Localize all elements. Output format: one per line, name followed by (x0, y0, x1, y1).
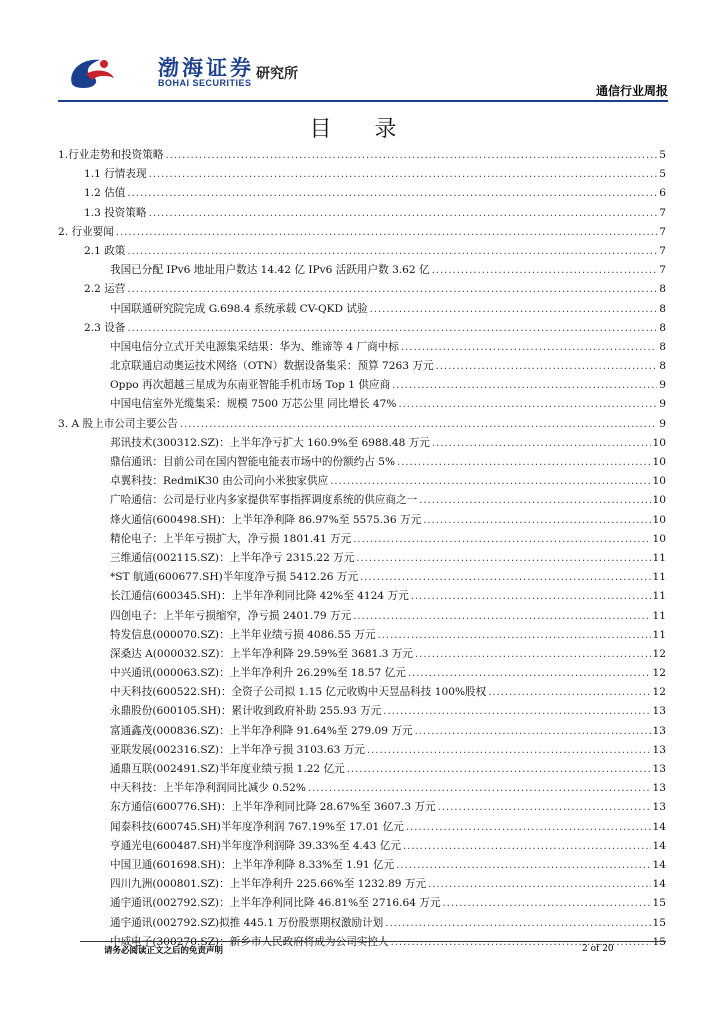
toc-entry[interactable] (58, 185, 666, 204)
toc-entry-title: 2.1 政策 (84, 244, 126, 257)
logo-chinese-name: 渤海证券 (158, 56, 254, 80)
toc-entry-page: 13 (652, 801, 666, 814)
toc-entry-title: 中国电信分立式开关电源集采结果：华为、维谛等 4 厂商中标 (110, 340, 399, 353)
toc-entry[interactable] (58, 339, 666, 358)
toc-entry[interactable] (58, 435, 666, 454)
toc-leader-dots (438, 802, 651, 813)
toc-entry-title: 烽火通信(600498.SH)：上半年净利降 86.97%至 5575.36 万元 (110, 513, 422, 526)
toc-entry-page: 10 (652, 494, 666, 507)
toc-leader-dots (423, 515, 650, 526)
toc-entry[interactable] (58, 838, 666, 857)
toc-entry[interactable] (58, 684, 666, 703)
toc-entry-title: 长江通信(600345.SH)：上半年净利同比降 42%至 4124 万元 (110, 590, 409, 603)
toc-leader-dots (419, 495, 650, 506)
toc-leader-dots (127, 284, 657, 295)
toc-entry-title: 中天科技(600522.SH)：全资子公司拟 1.15 亿元收购中天昱品科技 100%股权 (110, 686, 487, 699)
toc-entry-page: 12 (652, 667, 666, 680)
toc-leader-dots (392, 380, 657, 391)
toc-entry[interactable] (58, 742, 666, 761)
toc-leader-dots (330, 476, 650, 487)
toc-leader-dots (308, 783, 651, 794)
toc-leader-dots (149, 169, 658, 180)
toc-entry[interactable] (58, 819, 666, 838)
toc-entry[interactable] (58, 627, 666, 646)
toc-entry[interactable] (58, 358, 666, 377)
toc-entry[interactable] (58, 895, 666, 914)
toc-entry-title: 精伦电子：上半年亏损扩大，净亏损 1801.41 万元 (110, 532, 352, 545)
toc-entry[interactable] (58, 166, 666, 185)
toc-entry-title: 卓翼科技：RedmiK30 由公司向小米独家供应 (110, 475, 329, 488)
toc-leader-dots (180, 419, 657, 430)
toc-entry[interactable] (58, 243, 666, 262)
toc-leader-dots (396, 860, 650, 871)
toc-entry-title: 通鼎互联(002491.SZ)半年度业绩亏损 1.22 亿元 (110, 763, 345, 775)
toc-entry-page: 10 (652, 456, 666, 468)
toc-entry-page: 8 (659, 283, 666, 296)
institute-label: 研究所 (256, 66, 298, 82)
toc-entry-title: 中国卫通(601698.SH)：上半年净利降 8.33%至 1.91 亿元 (110, 858, 395, 871)
toc-entry-title: 四川九洲(000801.SZ)：上半年净利升 225.66%至 1232.89 万元 (110, 878, 427, 891)
toc-entry[interactable] (58, 588, 666, 607)
toc-leader-dots (415, 649, 651, 660)
toc-entry-page: 14 (652, 878, 666, 891)
toc-entry[interactable] (58, 281, 666, 300)
toc-leader-dots (127, 246, 657, 257)
toc-entry-page: 11 (652, 590, 666, 603)
toc-entry-title: Oppo 再次超越三星成为东南亚智能手机市场 Top 1 供应商 (110, 379, 391, 392)
toc-entry[interactable] (58, 147, 666, 166)
toc-entry-page: 13 (652, 782, 666, 795)
toc-entry-page: 6 (659, 187, 666, 200)
toc-entry-title: 1.2 估值 (84, 187, 126, 200)
toc-entry-title: 中天科技：上半年净利润同比减少 0.52% (110, 782, 306, 795)
toc-entry-title: 中国联通研究院完成 G.698.4 系统承载 CV-QKD 试验 (110, 302, 368, 315)
toc-leader-dots (127, 188, 657, 199)
toc-entry-title: 特发信息(000070.SZ)：上半年业绩亏损 4086.55 万元 (110, 628, 376, 641)
toc-entry[interactable] (58, 703, 666, 722)
toc-leader-dots (149, 208, 658, 219)
toc-entry-title: 广哈通信：公司是行业内多家提供军事指挥调度系统的供应商之一 (110, 494, 418, 507)
toc-entry-title: 2.2 运营 (84, 283, 126, 296)
toc-leader-dots (356, 553, 650, 564)
toc-entry-title: 邦讯技术(300312.SZ)：上半年净亏扩大 160.9%至 6988.48 万元 (110, 436, 430, 449)
toc-entry-page: 7 (659, 244, 666, 257)
toc-entry-page: 14 (652, 839, 666, 852)
toc-entry-title: 2.3 设备 (84, 321, 126, 334)
toc-entry-title: 四创电子：上半年亏损缩窄，净亏损 2401.79 万元 (110, 609, 352, 622)
toc-leader-dots (397, 457, 651, 468)
toc-entry-page: 8 (659, 360, 666, 373)
toc-entry[interactable] (58, 550, 666, 569)
toc-title: 目 录 (309, 117, 415, 142)
toc-entry-title: 三维通信(002115.SZ)：上半年净亏 2315.22 万元 (110, 551, 355, 564)
toc-entry-title: 我国已分配 IPv6 地址用户数达 14.42 亿 IPv6 活跃用户数 3.62 亿 (110, 264, 430, 277)
page-header (58, 38, 668, 100)
toc-leader-dots (408, 668, 651, 679)
toc-entry-title: 闻泰科技(600745.SH)半年度净利润 767.19%至 17.01 亿元 (110, 820, 404, 833)
toc-leader-dots (347, 764, 651, 775)
toc-entry[interactable] (58, 377, 666, 396)
toc-entry-page: 10 (652, 475, 666, 488)
toc-entry-page: 5 (659, 168, 666, 181)
toc-leader-dots (428, 879, 650, 890)
toc-entry[interactable] (58, 723, 666, 742)
toc-leader-dots (385, 918, 650, 929)
toc-entry-page: 9 (659, 398, 666, 411)
toc-entry[interactable] (58, 454, 666, 473)
report-type: 通信行业周报 (595, 84, 668, 98)
toc-leader-dots (378, 630, 651, 641)
toc-leader-dots (432, 438, 651, 449)
toc-leader-dots (411, 591, 651, 602)
toc-entry-title: 2. 行业要闻 (58, 225, 114, 238)
toc-entry-page: 13 (652, 763, 666, 775)
toc-entry-page: 11 (652, 571, 666, 584)
toc-entry-page: 8 (659, 340, 666, 353)
table-of-contents (58, 147, 666, 953)
toc-leader-dots (370, 304, 658, 315)
toc-entry-title: 通宇通讯(002792.SZ)拟推 445.1 万份股票期权激励计划 (110, 916, 384, 929)
toc-entry-page: 13 (652, 743, 666, 756)
toc-entry-title: 亚联发展(002316.SZ)：上半年净亏损 3103.63 万元 (110, 743, 365, 756)
toc-entry[interactable] (58, 416, 666, 435)
header-divider (58, 100, 668, 102)
toc-entry[interactable] (58, 646, 666, 665)
toc-entry[interactable] (58, 262, 666, 281)
toc-entry[interactable] (58, 761, 666, 780)
toc-entry[interactable] (58, 915, 666, 934)
toc-entry-page: 12 (652, 647, 666, 660)
toc-entry[interactable] (58, 799, 666, 818)
toc-entry[interactable] (58, 224, 666, 243)
toc-entry-title: 1.行业走势和投资策略 (58, 149, 164, 161)
toc-entry-title: 1.3 投资策略 (84, 206, 147, 219)
toc-entry[interactable] (58, 396, 666, 415)
toc-entry-title: 亨通光电(600487.SH)半年度净利润降 39.33%至 4.43 亿元 (110, 839, 401, 852)
toc-entry-page: 11 (652, 628, 666, 641)
toc-leader-dots (353, 611, 650, 622)
toc-entry-page: 15 (652, 897, 666, 910)
toc-entry-title: 北京联通启动奥运技术网络（OTN）数据设备集采：预算 7263 万元 (110, 360, 434, 373)
footer-divider (80, 941, 666, 942)
toc-entry[interactable] (58, 473, 666, 492)
toc-entry[interactable] (58, 492, 666, 511)
footer-disclaimer: 请务必阅读正文之后的免责声明 (104, 946, 224, 956)
toc-leader-dots (360, 572, 650, 583)
toc-entry[interactable] (58, 301, 666, 320)
toc-leader-dots (353, 534, 650, 545)
toc-entry-title: 东方通信(600776.SH)：上半年净利同比降 28.67%至 3607.3 万元 (110, 801, 436, 814)
toc-entry-page: 11 (652, 551, 666, 564)
toc-entry-title: 永鼎股份(600105.SH)：累计收到政府补助 255.93 万元 (110, 705, 382, 718)
toc-entry-page: 14 (652, 858, 666, 871)
toc-entry-title: 1.1 行情表现 (84, 168, 147, 181)
toc-entry-page: 9 (659, 417, 666, 430)
toc-entry-page: 7 (659, 206, 666, 219)
toc-entry-title: 通宇通讯(002792.SZ)：上半年净利同比降 46.81%至 2716.64 万元 (110, 897, 441, 910)
toc-leader-dots (415, 726, 651, 737)
toc-leader-dots (367, 745, 651, 756)
toc-entry[interactable] (58, 608, 666, 627)
toc-entry-title: *ST 航通(600677.SH)半年度净亏损 5412.26 万元 (110, 571, 359, 584)
toc-entry-title: 中兴通讯(000063.SZ)：上半年净利升 26.29%至 18.57 亿元 (110, 667, 406, 680)
toc-leader-dots (443, 898, 651, 909)
toc-entry[interactable] (58, 531, 666, 550)
toc-entry-page: 10 (652, 513, 666, 526)
toc-entry[interactable] (58, 569, 666, 588)
toc-entry-page: 5 (659, 149, 666, 161)
toc-entry-page: 11 (652, 609, 666, 622)
toc-leader-dots (432, 265, 658, 276)
toc-entry-title: 中国电信室外光缆集采：规模 7500 万芯公里 同比增长 47% (110, 398, 397, 411)
toc-entry-page: 13 (652, 724, 666, 737)
toc-entry-page: 9 (659, 379, 666, 392)
toc-leader-dots (401, 342, 657, 353)
toc-leader-dots (406, 822, 651, 833)
logo-english-name: BOHAI SECURITIES (158, 78, 252, 88)
toc-entry[interactable] (58, 320, 666, 339)
toc-entry[interactable] (58, 205, 666, 224)
toc-entry[interactable] (58, 780, 666, 799)
toc-leader-dots (383, 706, 650, 717)
toc-leader-dots (127, 323, 657, 334)
toc-entry-title: 深桑达 A(000032.SZ)：上半年净利降 29.59%至 3681.3 万元 (110, 647, 413, 660)
toc-entry-page: 8 (659, 302, 666, 315)
toc-entry-page: 7 (659, 264, 666, 277)
toc-entry-page: 13 (652, 705, 666, 718)
toc-entry-page: 10 (652, 436, 666, 449)
toc-entry-page: 7 (659, 225, 666, 238)
toc-entry-page: 15 (652, 916, 666, 929)
toc-entry-title: 富通鑫茂(000836.SZ)：上半年净利降 91.64%至 279.09 万元 (110, 724, 413, 737)
toc-entry-page: 14 (652, 820, 666, 833)
toc-entry-title: 3. A 股上市公司主要公告 (58, 417, 178, 430)
toc-leader-dots (436, 361, 658, 372)
toc-leader-dots (398, 399, 657, 410)
toc-entry[interactable] (58, 665, 666, 684)
toc-entry[interactable] (58, 512, 666, 531)
toc-entry[interactable] (58, 876, 666, 895)
toc-entry-page: 8 (659, 321, 666, 334)
toc-entry-page: 12 (652, 686, 666, 699)
toc-entry-page: 10 (652, 532, 666, 545)
toc-entry-title: 鼎信通讯：目前公司在国内智能电能表市场中的份额约占 5% (110, 456, 396, 468)
toc-leader-dots (116, 227, 657, 238)
bohai-logo-icon (66, 54, 118, 90)
toc-entry[interactable] (58, 857, 666, 876)
toc-leader-dots (403, 841, 651, 852)
toc-leader-dots (165, 150, 657, 161)
page-number: 2 of 20 (582, 944, 614, 954)
toc-leader-dots (488, 687, 650, 698)
